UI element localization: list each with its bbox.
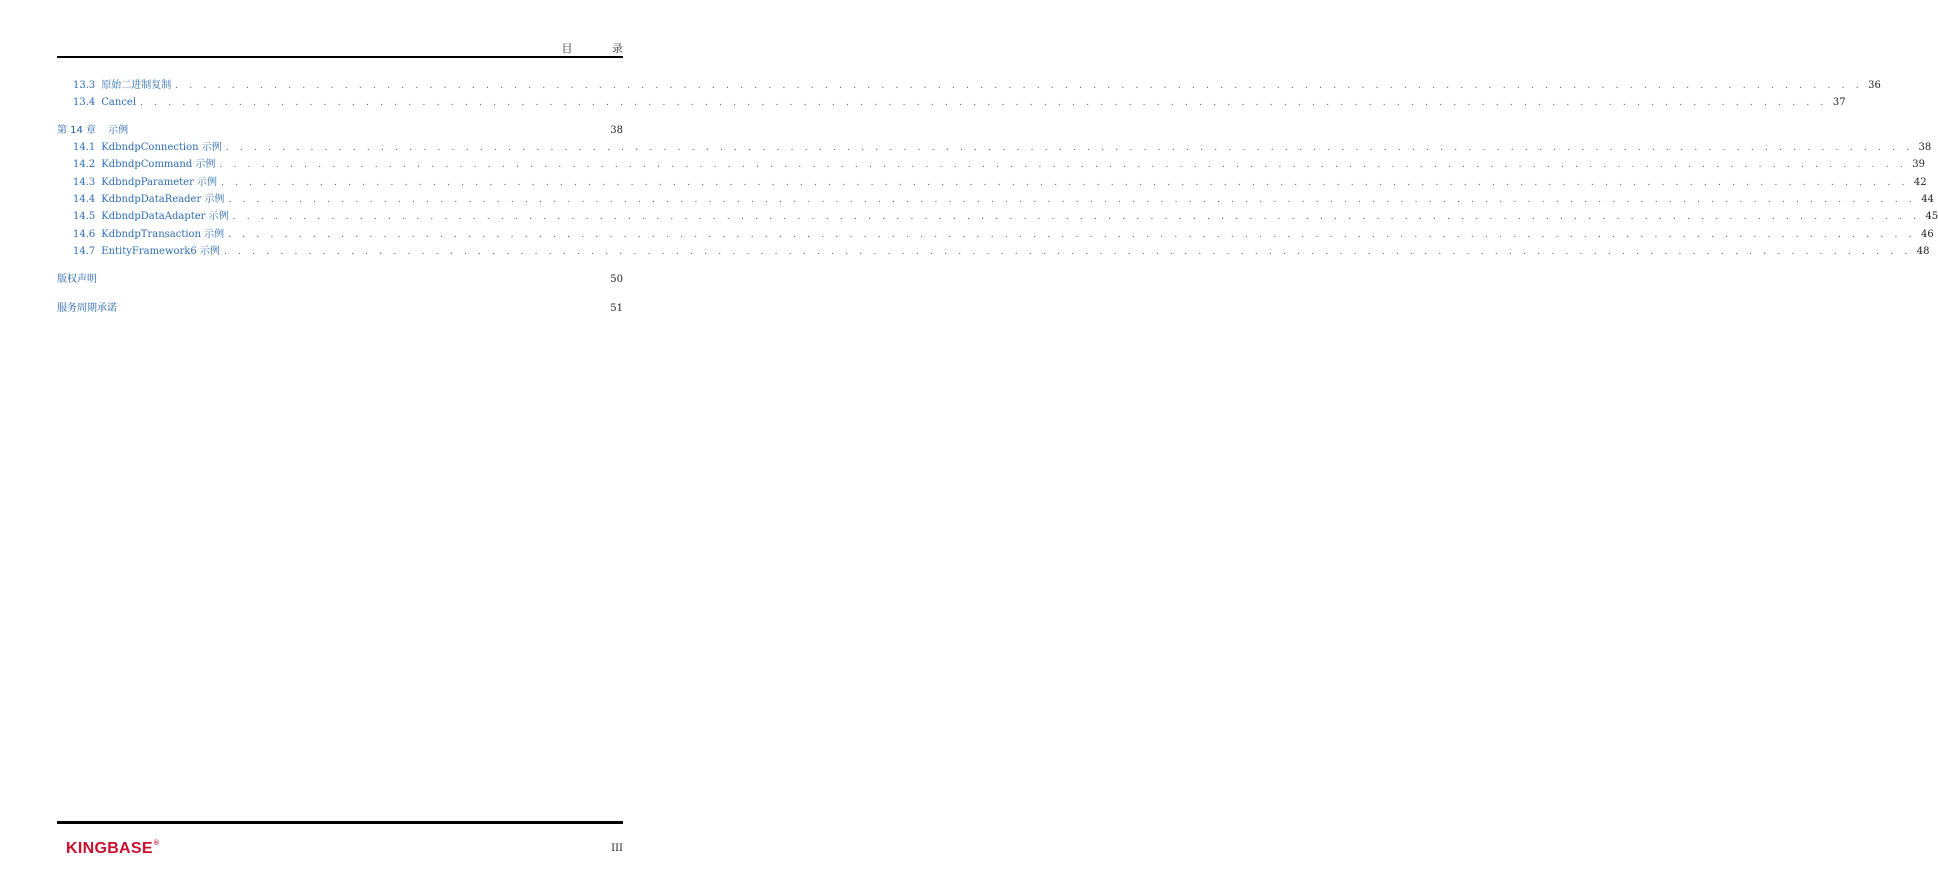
toc-dot-leader: . . . . . . . . . . . . . . . . . . . . . . . . . . . . . . . . . . . . . . . . . . . . . . . . . . . . . . . . . . . . . . . . . . . . . . . . . . . . . . . . . . . . . . . . . . . . . . . . . . . . . . . . . . . . . . . . . . . . . . . . bbox=[225, 143, 1914, 153]
logo-registered-mark: ® bbox=[153, 840, 160, 847]
toc-entry-page: 51 bbox=[610, 303, 623, 314]
toc-entry-page: 38 bbox=[1918, 142, 1932, 153]
toc-section-entry[interactable] bbox=[57, 210, 1938, 224]
toc-entry-number: 14.4 bbox=[73, 194, 96, 205]
toc-entry-number: 14.1 bbox=[73, 142, 96, 153]
header-rule bbox=[57, 56, 623, 58]
toc-dot-leader: . . . . . . . . . . . . . . . . . . . . . . . . . . . . . . . . . . . . . . . . . . . . . . . . . . . . . . . . . . . . . . . . . . . . . . . . . . . . . . . . . . . . . . . . . . . . . . . . . . . . . . . . . . . . . . . . . . . . . . . . bbox=[221, 178, 1909, 188]
toc-section-entry[interactable] bbox=[57, 228, 1934, 242]
toc-entry-title: Cancel bbox=[101, 97, 137, 108]
toc-entry-number: 14.6 bbox=[73, 229, 96, 240]
toc-entry-title: 原始二进制复制 bbox=[101, 80, 172, 91]
toc-dot-leader: . . . . . . . . . . . . . . . . . . . . . . . . . . . . . . . . . . . . . . . . . . . . . . . . . . . . . . . . . . . . . . . . . . . . . . . . . . . . . . . . . . . . . . . . . . . . . . . . . . . . . . . . . . . . . . . . . . . . . . . . bbox=[228, 195, 1916, 205]
toc-entry-page: 45 bbox=[1925, 211, 1938, 222]
toc-dot-leader: . . . . . . . . . . . . . . . . . . . . . . . . . . . . . . . . . . . . . . . . . . . . . . . . . . . . . . . . . . . . . . . . . . . . . . . . . . . . . . . . . . . . . . . . . . . . . . . . . . . . . . . . . . . . . . . . . . . . . . . . bbox=[219, 160, 1907, 170]
toc-entry-number: 14.3 bbox=[73, 177, 96, 188]
toc-entry-page: 42 bbox=[1913, 177, 1927, 188]
footer-rule bbox=[57, 821, 623, 824]
toc-entry-number: 14.2 bbox=[73, 159, 96, 170]
logo-text: KINGBASE bbox=[66, 840, 153, 857]
toc-entry-title: KdbndpTransaction 示例 bbox=[101, 229, 225, 240]
toc-entry-page: 44 bbox=[1921, 194, 1934, 205]
toc-entry-page: 50 bbox=[610, 274, 623, 285]
toc-section-entry[interactable] bbox=[57, 176, 1927, 190]
toc-dot-leader: . . . . . . . . . . . . . . . . . . . . . . . . . . . . . . . . . . . . . . . . . . . . . . . . . . . . . . . . . . . . . . . . . . . . . . . . . . . . . . . . . . . . . . . . . . . . . . . . . . . . . . . . . . . . . . . . . . . . . . . . bbox=[140, 98, 1828, 108]
toc-entry-title: KdbndpConnection 示例 bbox=[101, 142, 222, 153]
toc-entry-number: 14.7 bbox=[73, 246, 96, 257]
toc-entry-page: 36 bbox=[1868, 80, 1881, 91]
page-number: III bbox=[611, 843, 623, 854]
toc-dot-leader: . . . . . . . . . . . . . . . . . . . . . . . . . . . . . . . . . . . . . . . . . . . . . . . . . . . . . . . . . . . . . . . . . . . . . . . . . . . . . . . . . . . . . . . . . . . . . . . . . . . . . . . . . . . . . . . . . . . . . . . . bbox=[228, 230, 1916, 240]
toc-entry-title: KdbndpDataReader 示例 bbox=[101, 194, 225, 205]
toc-entry-page: 46 bbox=[1921, 229, 1934, 240]
toc-chapter-entry[interactable] bbox=[57, 273, 623, 287]
toc-section-entry[interactable] bbox=[57, 141, 1932, 155]
toc-dot-leader: . . . . . . . . . . . . . . . . . . . . . . . . . . . . . . . . . . . . . . . . . . . . . . . . . . . . . . . . . . . . . . . . . . . . . . . . . . . . . . . . . . . . . . . . . . . . . . . . . . . . . . . . . . . . . . . . . . . . . . . . bbox=[175, 81, 1863, 91]
toc-entry-page: 39 bbox=[1912, 159, 1925, 170]
toc-entry-title: KdbndpCommand 示例 bbox=[101, 159, 216, 170]
toc-entry-title: 版权声明 bbox=[57, 274, 97, 285]
toc-section-entry[interactable] bbox=[57, 79, 1881, 93]
toc-chapter-entry[interactable] bbox=[57, 302, 623, 316]
kingbase-logo bbox=[66, 840, 159, 858]
toc-dot-leader: . . . . . . . . . . . . . . . . . . . . . . . . . . . . . . . . . . . . . . . . . . . . . . . . . . . . . . . . . . . . . . . . . . . . . . . . . . . . . . . . . . . . . . . . . . . . . . . . . . . . . . . . . . . . . . . . . . . . . . . . bbox=[223, 247, 1912, 257]
toc-entry-title: 服务周期承诺 bbox=[57, 303, 117, 314]
toc-entry-page: 38 bbox=[610, 125, 623, 136]
toc-entry-number: 13.4 bbox=[73, 97, 96, 108]
toc-entry-title: EntityFramework6 示例 bbox=[101, 246, 220, 257]
toc-section-entry[interactable] bbox=[57, 245, 1930, 259]
toc-chapter-entry[interactable] bbox=[57, 124, 623, 138]
toc-entry-page: 48 bbox=[1916, 246, 1930, 257]
toc-section-entry[interactable] bbox=[57, 96, 1846, 110]
toc-entry-title: KdbndpDataAdapter 示例 bbox=[101, 211, 229, 222]
toc-entry-page: 37 bbox=[1832, 97, 1846, 108]
toc-entry-title: 示例 bbox=[108, 125, 129, 136]
running-header: 目 录 bbox=[561, 42, 641, 55]
toc-entry-number: 13.3 bbox=[73, 80, 96, 91]
toc-entry-number: 第 14 章 bbox=[57, 125, 97, 136]
toc-entry-number: 14.5 bbox=[73, 211, 96, 222]
toc-section-entry[interactable] bbox=[57, 158, 1925, 172]
toc-entry-title: KdbndpParameter 示例 bbox=[101, 177, 218, 188]
toc-dot-leader: . . . . . . . . . . . . . . . . . . . . . . . . . . . . . . . . . . . . . . . . . . . . . . . . . . . . . . . . . . . . . . . . . . . . . . . . . . . . . . . . . . . . . . . . . . . . . . . . . . . . . . . . . . . . . . . . . . . . . . . . bbox=[232, 212, 1921, 222]
toc-section-entry[interactable] bbox=[57, 193, 1934, 207]
